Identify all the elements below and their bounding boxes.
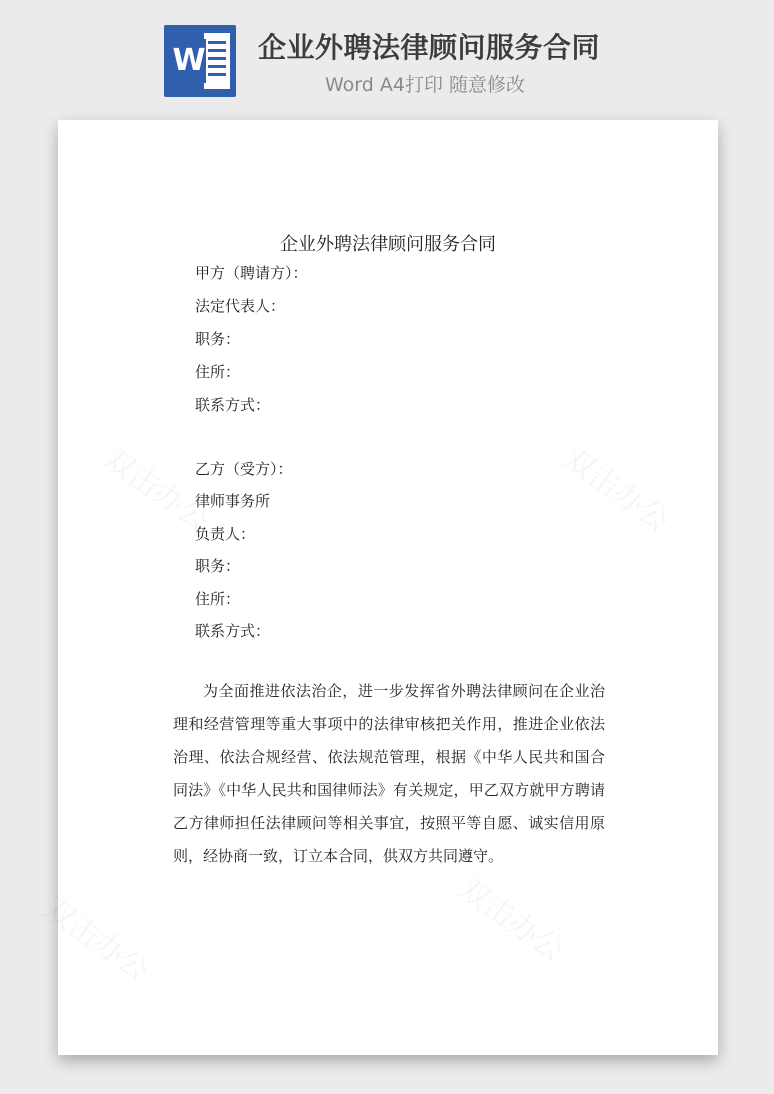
header-title: 企业外聘法律顾问服务合同 <box>258 31 601 64</box>
party-b-position: 职务： <box>195 557 241 575</box>
word-icon <box>164 25 236 97</box>
party-b-principal: 负责人： <box>195 525 256 543</box>
document-title: 企业外聘法律顾问服务合同 <box>280 234 496 255</box>
party-a-position: 职务： <box>195 330 241 348</box>
watermark <box>451 865 575 970</box>
party-b-firm: 律师事务所 <box>195 492 271 510</box>
preview-header <box>0 0 774 112</box>
watermark <box>556 435 680 540</box>
word-letter: W <box>172 39 206 83</box>
party-b-contact: 联系方式： <box>195 622 271 640</box>
party-a-heading: 甲方（聘请方）： <box>195 264 308 282</box>
watermark <box>36 885 160 990</box>
party-a-address: 住所： <box>195 363 241 381</box>
document-lines-graphic <box>204 33 230 89</box>
header-subtitle: Word A4打印 随意修改 <box>325 74 526 96</box>
party-b-address: 住所： <box>195 590 241 608</box>
party-b-heading: 乙方（受方）： <box>195 460 293 478</box>
document-page <box>58 120 718 1055</box>
party-a-contact: 联系方式： <box>195 396 271 414</box>
preamble-paragraph: 为全面推进依法治企，进一步发挥省外聘法律顾问在企业治理和经营管理等重大事项中的法律审核把关作用，推进企业依法治理、依法合规经营、依法规范管理，根据《中华人民共和国合同法》《中华人民共和国律师法》有关规定，甲乙双方就甲方聘请乙方律师担任法律顾问等相关事宜，按照平等自愿、诚实信用原则，经协商一致，订立本合同，供双方共同遵守。 <box>173 682 605 865</box>
party-a-legal-rep: 法定代表人： <box>195 297 286 315</box>
